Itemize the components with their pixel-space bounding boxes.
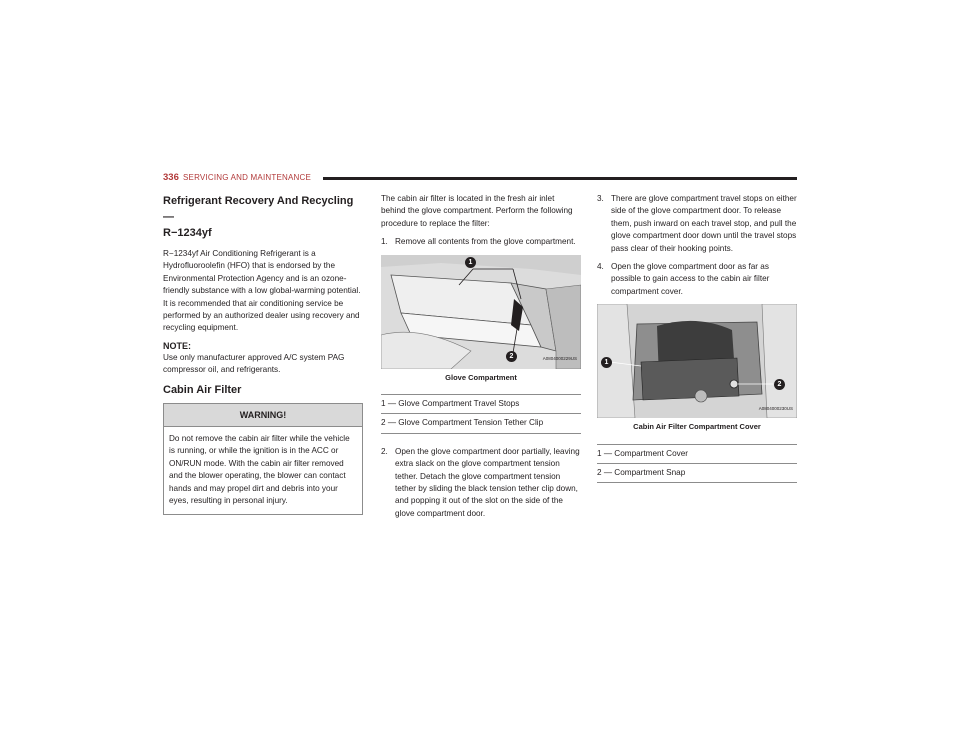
callout-1: 1 bbox=[465, 257, 476, 268]
column-middle bbox=[381, 193, 581, 526]
step-4-text: Open the glove compartment door as far as possible to gain access to the cabin air filter compartment cover. bbox=[611, 262, 770, 296]
callout-2: 2 bbox=[774, 379, 785, 390]
step-1-text: Remove all contents from the glove compartment. bbox=[395, 237, 576, 247]
header-rule bbox=[323, 177, 797, 180]
compartment-cover-legend bbox=[597, 444, 797, 484]
refrigerant-heading-line2: R−1234yf bbox=[163, 227, 212, 239]
compartment-cover-figure bbox=[597, 304, 797, 418]
page-number: 336 bbox=[163, 172, 179, 183]
legend-item: 2 — Compartment Snap bbox=[597, 464, 797, 483]
cabin-air-filter-heading: Cabin Air Filter bbox=[163, 383, 242, 396]
step-2 bbox=[381, 446, 581, 520]
filter-intro: The cabin air filter is located in the fresh air inlet behind the glove compartment. Perform the following procedure to replace the filter: bbox=[381, 194, 573, 228]
step-2-number: 2. bbox=[381, 446, 388, 456]
note-text: Use only manufacturer approved A/C system PAG compressor oil, and refrigerants. bbox=[163, 352, 345, 375]
step-2-text: Open the glove compartment door partially, leaving extra slack on the glove compartment tension tether. Detach the glove compartment tension tether by sliding the black tension tether clip down, and popping it out of the slot on the side of the glove compartment door. bbox=[395, 446, 580, 518]
section-title: SERVICING AND MAINTENANCE bbox=[183, 173, 311, 182]
legend-item: 1 — Glove Compartment Travel Stops bbox=[381, 395, 581, 414]
step-3-text: There are glove compartment travel stops on either side of the glove compartment door. To release them, push inward on each travel stop, and pull the glove compartment door down until the travel stops pass clear of their hooking points. bbox=[611, 194, 797, 253]
figure-caption: Glove Compartment bbox=[445, 372, 517, 382]
column-right bbox=[597, 193, 797, 483]
refrigerant-heading bbox=[163, 193, 363, 241]
glove-compartment-illustration bbox=[381, 255, 581, 369]
step-3-number: 3. bbox=[597, 194, 604, 203]
step-4 bbox=[597, 261, 797, 298]
warning-title: WARNING! bbox=[164, 404, 362, 427]
glove-compartment-legend bbox=[381, 394, 581, 434]
step-4-number: 4. bbox=[597, 262, 604, 272]
step-3 bbox=[597, 193, 797, 255]
note-label: NOTE: bbox=[163, 340, 191, 351]
callout-1: 1 bbox=[601, 357, 612, 368]
column-left bbox=[163, 193, 363, 515]
legend-item: 2 — Glove Compartment Tension Tether Clip bbox=[381, 414, 581, 433]
legend-item: 1 — Compartment Cover bbox=[597, 445, 797, 464]
refrigerant-heading-line1: Refrigerant Recovery And Recycling — bbox=[163, 195, 354, 223]
glove-compartment-figure bbox=[381, 255, 581, 369]
callout-2: 2 bbox=[506, 351, 517, 362]
page-header bbox=[163, 172, 797, 186]
figure-code: A0804000230US bbox=[758, 405, 793, 411]
warning-box bbox=[163, 403, 363, 515]
compartment-cover-illustration bbox=[597, 304, 797, 418]
figure-code: A0804000229US bbox=[542, 356, 577, 362]
step-1 bbox=[381, 236, 581, 248]
warning-text: Do not remove the cabin air filter while the vehicle is running, or while the ignition is in the ACC or ON/RUN mode. With the cabin air filter removed and the blower operating, the blower can contact hands and may propel dirt and debris into your eyes, resulting in personal injury. bbox=[169, 434, 350, 506]
figure-caption: Cabin Air Filter Compartment Cover bbox=[633, 422, 761, 432]
refrigerant-paragraph: R−1234yf Air Conditioning Refrigerant is a Hydrofluoroolefin (HFO) that is endorsed by the Environmental Protection Agency and is an ozone-friendly substance with a low global-warming potential. It is recommended that air conditioning service be performed by an authorized dealer using recovery and recycling equipment. bbox=[163, 249, 361, 333]
step-1-number: 1. bbox=[381, 237, 388, 247]
